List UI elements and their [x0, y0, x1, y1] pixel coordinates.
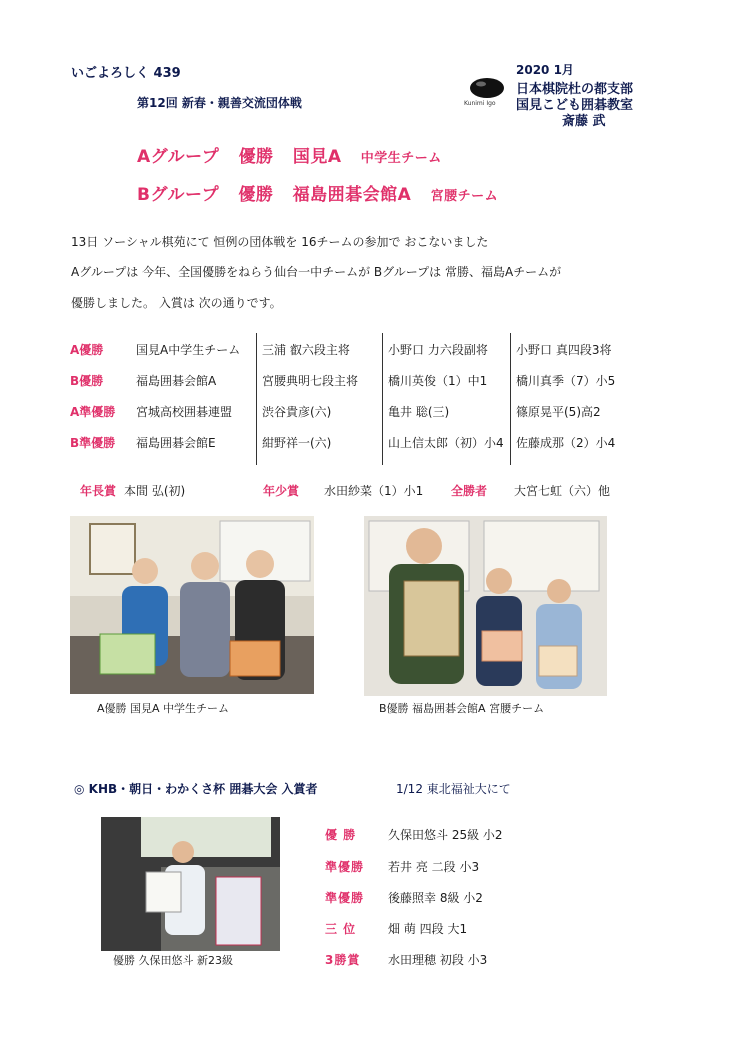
- paragraph-line: Aグループは 今年、全国優勝をねらう仙台一中チームが Bグループは 常勝、福島Aチームが: [71, 265, 562, 279]
- khb-winner-label: 3勝賞: [325, 953, 361, 967]
- allwin-award-name: 大宮七虹（六）他: [514, 484, 611, 498]
- khb-winner-label: 優 勝: [325, 828, 357, 842]
- khb-winner-photo: [101, 817, 280, 951]
- photo-a-caption: A優勝 国見A 中学生チーム: [97, 702, 230, 715]
- headline-a-group: [137, 142, 442, 167]
- headline-a-group-label: Aグループ: [137, 147, 220, 167]
- junior-award-label: 年少賞: [263, 484, 300, 498]
- header-org: 日本棋院杜の都支部: [516, 82, 634, 97]
- player-cell: 橋川真季（7）小5: [516, 374, 616, 388]
- award-cell: B優勝: [70, 374, 104, 388]
- player-cell: 渋谷貴彦(六): [262, 405, 332, 419]
- headline-a-team: 国見A: [292, 147, 342, 167]
- column-divider: [256, 333, 257, 465]
- khb-winner-label: 準優勝: [325, 860, 365, 874]
- player-cell: 亀井 聡(三): [388, 405, 450, 419]
- khb-winner-label: 準優勝: [325, 891, 365, 905]
- header-date: 2020 1月: [516, 63, 574, 77]
- team-cell: 国見A中学生チーム: [136, 343, 241, 357]
- team-cell: 福島囲碁会館A: [136, 374, 217, 388]
- series-title: いごよろしく 439: [71, 66, 181, 81]
- photo-c-caption: 優勝 久保田悠斗 新23級: [113, 954, 233, 967]
- player-cell: 紺野祥一(六): [262, 436, 332, 450]
- player-cell: 篠原晃平(5)高2: [516, 405, 601, 419]
- column-divider: [382, 333, 383, 465]
- khb-title: ◎ KHB・朝日・わかくさ杯 囲碁大会 入賞者: [74, 782, 318, 796]
- headline-b-sub: 宮腰チーム: [430, 189, 499, 204]
- player-cell: 佐藤成那（2）小4: [516, 436, 616, 450]
- headline-a-sub: 中学生チーム: [360, 151, 442, 166]
- senior-award-label: 年長賞: [80, 484, 117, 498]
- team-b-photo: [364, 516, 607, 696]
- headline-b-group: [137, 180, 498, 205]
- khb-winner-name: 若井 亮 二段 小3: [388, 860, 480, 874]
- team-a-photo: [70, 516, 314, 694]
- senior-award-name: 本間 弘(初): [124, 484, 186, 498]
- headline-a-win: 優勝: [238, 147, 274, 167]
- paragraph-line: 優勝しました。 入賞は 次の通りです。: [71, 296, 282, 310]
- player-cell: 小野口 真四段3将: [516, 343, 612, 357]
- headline-b-win: 優勝: [238, 185, 274, 205]
- column-divider: [510, 333, 511, 465]
- player-cell: 山上信太郎（初）小4: [388, 436, 504, 450]
- allwin-award-label: 全勝者: [451, 484, 488, 498]
- player-cell: 小野口 力六段副将: [388, 343, 488, 357]
- header-author: 斎藤 武: [562, 114, 606, 129]
- team-cell: 福島囲碁会館E: [136, 436, 216, 450]
- paragraph-line: 13日 ソーシャル棋苑にて 恒例の団体戦を 16チームの参加で おこないました: [71, 235, 489, 249]
- khb-winner-label: 三 位: [325, 922, 357, 936]
- photo-b-caption: B優勝 福島囲碁会館A 宮腰チーム: [379, 702, 545, 715]
- award-cell: A準優勝: [70, 405, 116, 419]
- player-cell: 三浦 叡六段主将: [262, 343, 350, 357]
- headline-b-team: 福島囲碁会館A: [292, 185, 412, 205]
- khb-winner-name: 畑 萌 四段 大1: [388, 922, 468, 936]
- junior-award-name: 水田紗菜（1）小1: [324, 484, 424, 498]
- player-cell: 宮腰典明七段主将: [262, 374, 359, 388]
- player-cell: 橋川英俊（1）中1: [388, 374, 488, 388]
- khb-venue: 1/12 東北福祉大にて: [396, 782, 511, 796]
- award-cell: B準優勝: [70, 436, 116, 450]
- logo-text: Kunimi Igo: [464, 100, 496, 107]
- khb-winner-name: 水田理穂 初段 小3: [388, 953, 488, 967]
- team-cell: 宮城高校囲碁連盟: [136, 405, 233, 419]
- event-title: 第12回 新春・親善交流団体戦: [137, 96, 302, 110]
- header-school: 国見こども囲碁教室: [516, 98, 634, 113]
- results-table: [66, 333, 646, 465]
- khb-winner-name: 後藤照幸 8級 小2: [388, 891, 483, 905]
- award-cell: A優勝: [70, 343, 104, 357]
- headline-b-group-label: Bグループ: [137, 185, 220, 205]
- khb-winner-name: 久保田悠斗 25級 小2: [388, 828, 503, 842]
